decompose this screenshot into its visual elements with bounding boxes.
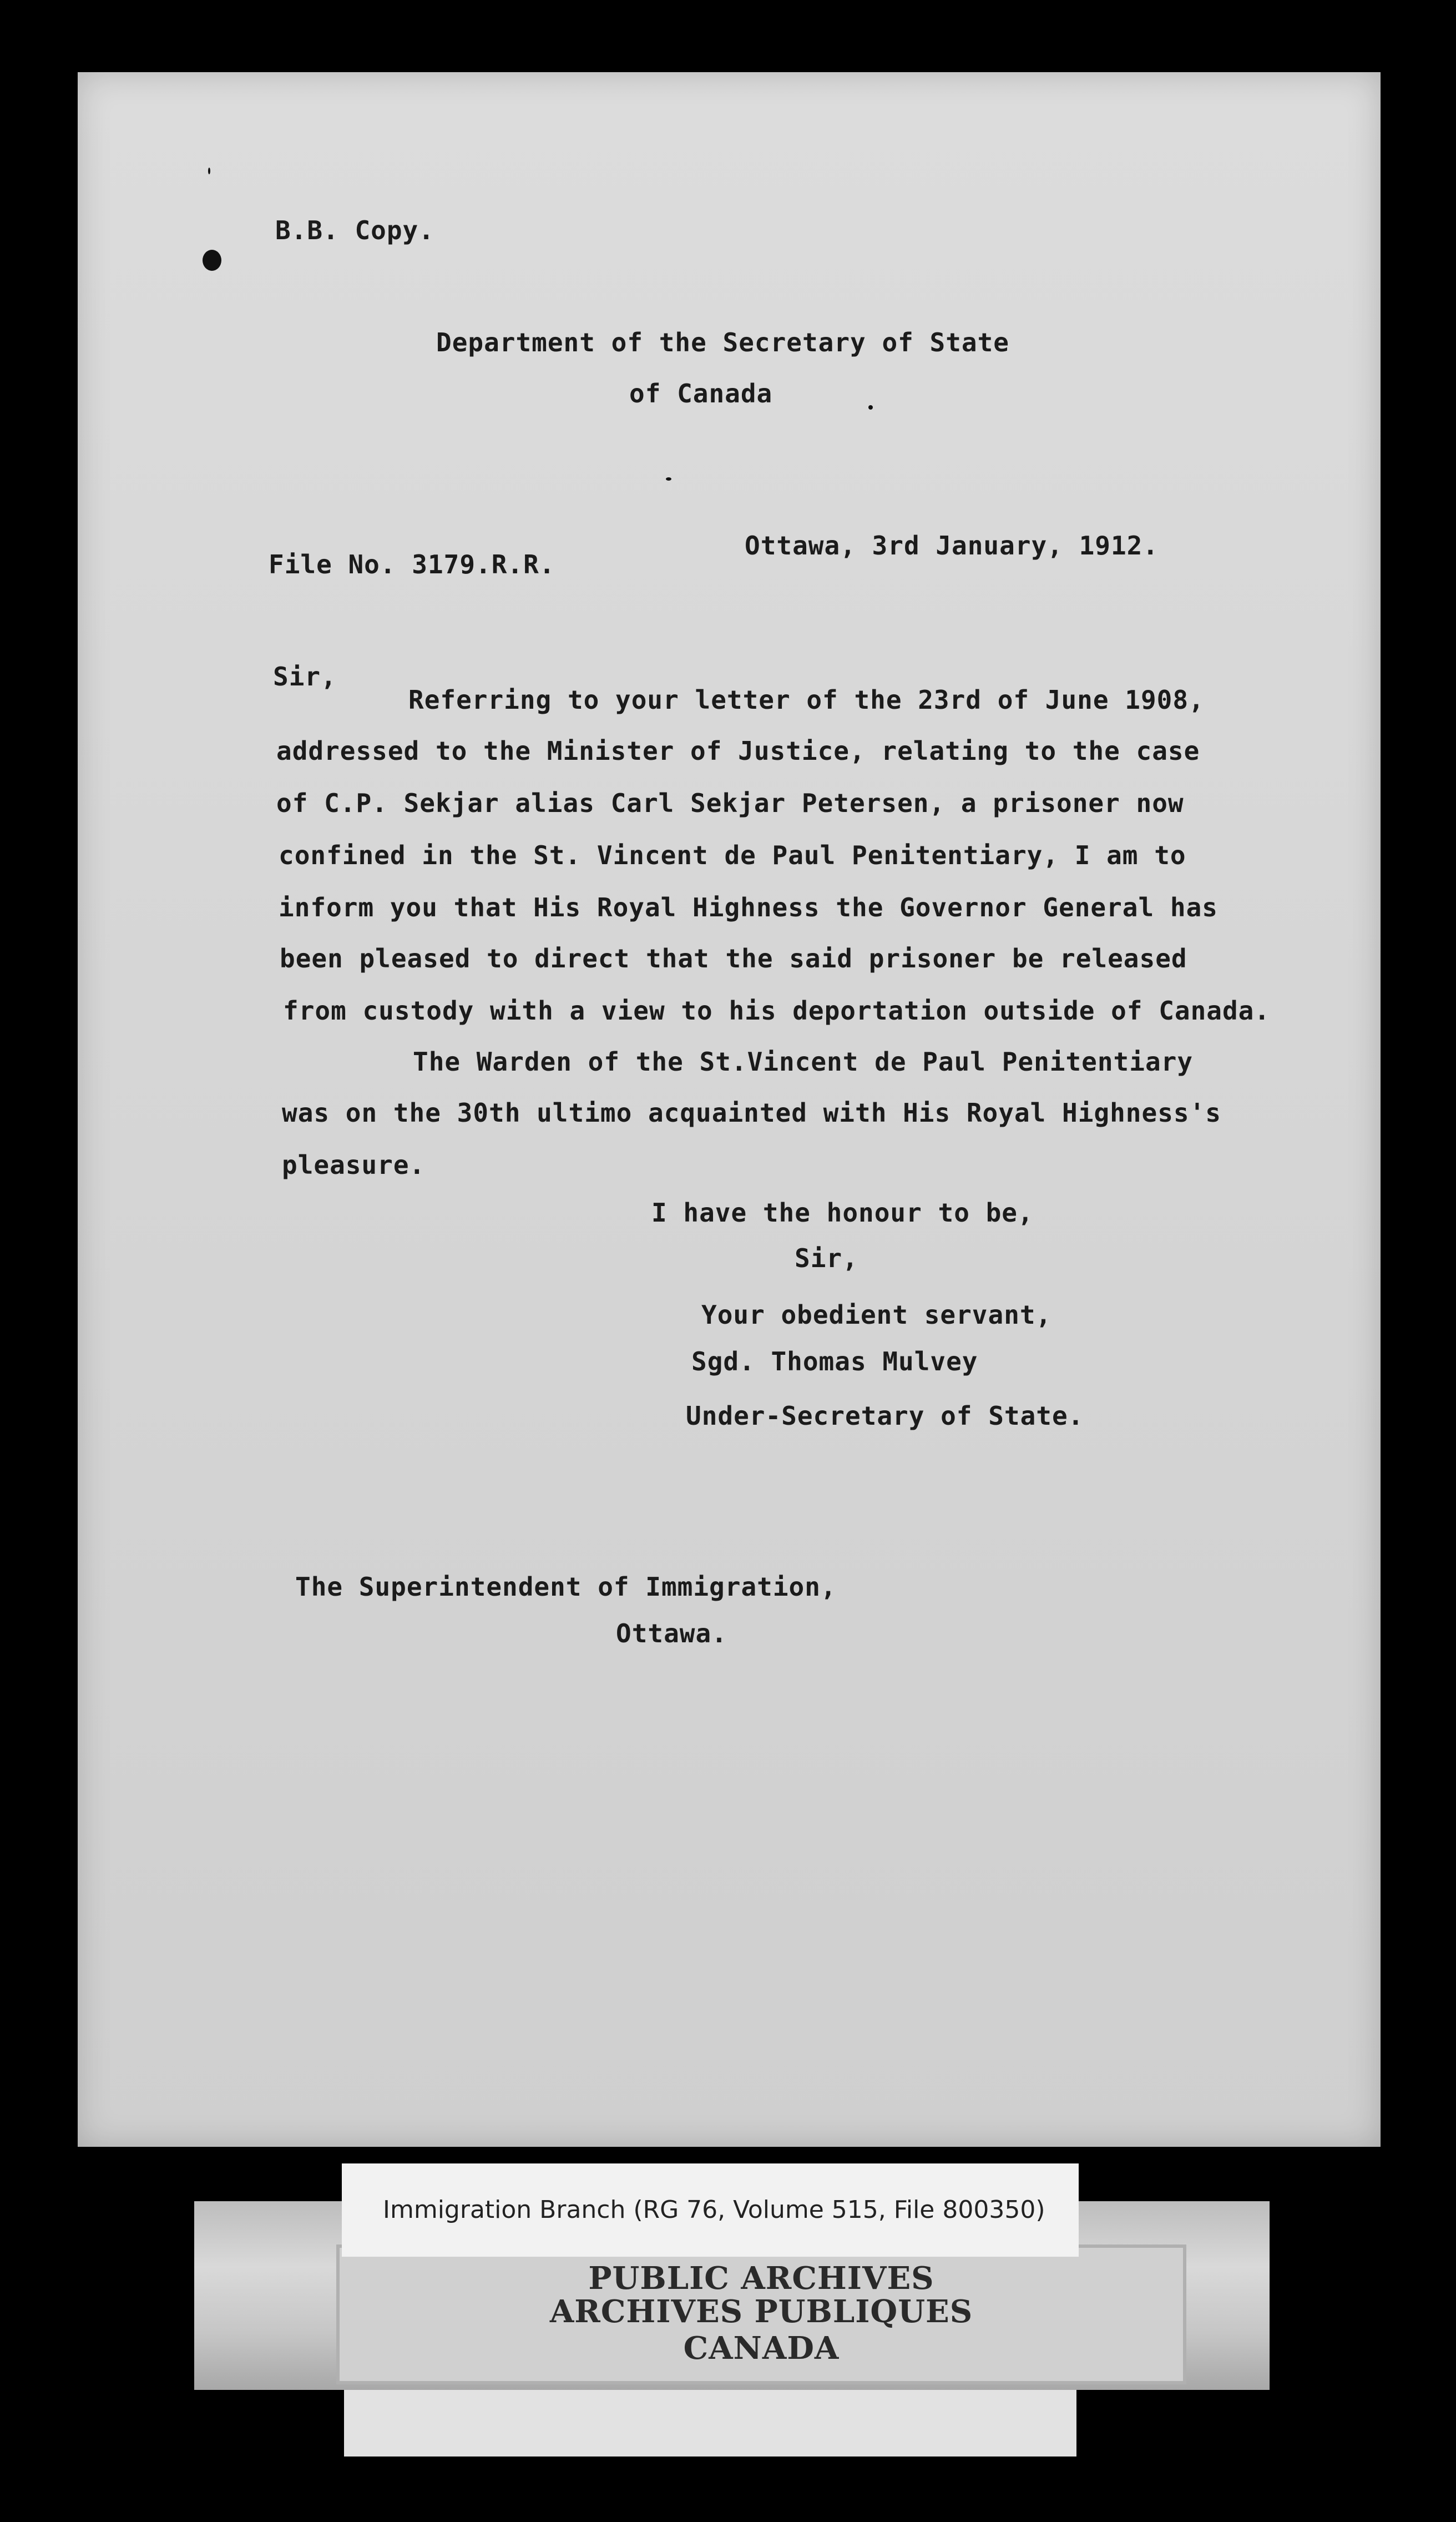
ink-speck <box>208 168 210 174</box>
body-line: pleasure. <box>282 1150 426 1180</box>
ink-blot <box>203 250 221 271</box>
archive-reference-label <box>342 2163 1079 2257</box>
body-line: addressed to the Minister of Justice, relating to the case <box>276 736 1200 766</box>
signature-name: Sgd. Thomas Mulvey <box>691 1346 978 1376</box>
closing-line: I have the honour to be, <box>651 1198 1034 1228</box>
ink-speck <box>868 405 873 410</box>
body-line: from custody with a view to his deportation outside of Canada. <box>283 996 1271 1026</box>
letter-page <box>78 72 1381 2147</box>
film-bottom-strip <box>344 2390 1076 2457</box>
archive-reference-text: Immigration Branch (RG 76, Volume 515, File 800350) <box>383 2196 1045 2224</box>
archive-stamp-line2: ARCHIVES PUBLIQUES <box>549 2293 973 2330</box>
file-number: File No. 3179.R.R. <box>269 549 555 579</box>
place-date: Ottawa, 3rd January, 1912. <box>745 531 1159 561</box>
closing-line: Your obedient servant, <box>701 1300 1052 1330</box>
addressee-line1: The Superintendent of Immigration, <box>295 1572 837 1602</box>
body-line: inform you that His Royal Highness the Governor General has <box>279 892 1218 922</box>
signature-title: Under-Secretary of State. <box>686 1401 1084 1431</box>
archive-stamp-line3: CANADA <box>683 2330 840 2367</box>
department-heading-line2: of Canada <box>629 379 773 408</box>
copy-mark: B.B. Copy. <box>275 215 434 245</box>
body-line: Referring to your letter of the 23rd of June 1908, <box>408 685 1205 715</box>
department-heading-line1: Department of the Secretary of State <box>436 327 1009 357</box>
archive-stamp-line1: PUBLIC ARCHIVES <box>588 2260 934 2297</box>
body-line: been pleased to direct that the said prisoner be released <box>280 944 1187 974</box>
closing-line: Sir, <box>795 1243 858 1273</box>
salutation: Sir, <box>273 662 337 692</box>
body-line: was on the 30th ultimo acquainted with His Royal Highness's <box>282 1098 1221 1128</box>
body-line: The Warden of the St.Vincent de Paul Penitentiary <box>413 1047 1194 1077</box>
ink-speck <box>666 477 671 481</box>
body-line: of C.P. Sekjar alias Carl Sekjar Petersen, a prisoner now <box>276 788 1184 818</box>
addressee-line2: Ottawa. <box>616 1618 727 1648</box>
archive-stamp <box>336 2244 1186 2384</box>
body-line: confined in the St. Vincent de Paul Penitentiary, I am to <box>279 840 1186 870</box>
